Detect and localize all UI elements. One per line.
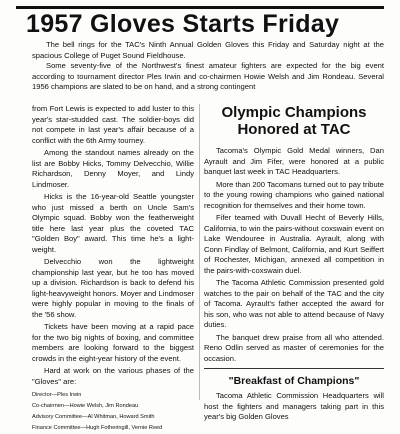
article-paragraph: Tacoma Athletic Commission Headquarters will host the fighters and managers taking part in this year's big Golden Gloves	[204, 391, 384, 421]
credit-line: Finance Committee—Hugh Fotheringill, Vernie Reed	[32, 425, 163, 431]
article-paragraph: Delvecchio won the lightweight championship last year, but he too has moved up a division. Richardson is back to defend his light-heavyweight honors. Moyer and Lindmoser were highly popular in moving to the finals of the '56 show.	[32, 257, 194, 319]
right-column	[204, 104, 384, 425]
article-paragraph: Hicks is the 16-year-old Seattle youngster who just missed a berth on Uncle Sam's Olympic squad. Bobby won the featherweight title here last year plus the coveted TAC "Golden Boy" award. This time he's a light-weight.	[32, 192, 194, 254]
article-paragraph: Hard at work on the various phases of the "Gloves" are:	[32, 366, 194, 386]
section-divider	[204, 368, 384, 369]
credit-line: Co-chairmen—Howie Welsh, Jim Rondeau	[32, 403, 139, 409]
second-headline: "Breakfast of Champions"	[228, 375, 360, 387]
lede-paragraphs	[32, 40, 384, 93]
article-paragraph: Tacoma's Olympic Gold Medal winners, Dan Ayrault and Jim Fifer, were honored at a public banquet last week in TAC Headquarters.	[204, 146, 384, 176]
lede-paragraph: The bell rings for the TAC's Ninth Annual Golden Gloves this Friday and Saturday night at the spacious College of Puget Sound Fieldhouse.	[32, 40, 384, 60]
left-column	[32, 104, 194, 434]
article-paragraph: Tickets have been moving at a rapid pace for the two big nights of boxing, and committee members are looking forward to the biggest crowds in the eight-year history of the event.	[32, 322, 194, 363]
credits-list	[32, 390, 194, 434]
article-paragraph: The banquet drew praise from all who attended. Reno Odlin served as master of ceremonies for the occasion.	[204, 332, 384, 363]
column-divider	[199, 104, 200, 400]
article-paragraph: The Tacoma Athletic Commission presented gold watches to the pair on behalf of the TAC and the city of Tacoma. Ayrault's father accepted the award for his son, who was not able to attend because of Navy duties.	[204, 278, 384, 329]
credit-line: Director—Ples Irwin	[32, 392, 82, 398]
article-paragraph: Fifer teamed with Duvall Hecht of Beverly Hills, California, to win the pairs-without coxswain event on Lake Wendouree in Australia. Ayrault, along with Conn Findlay of Belmont, California, and Kurt Seiffert of Rochester, Michigan, annexed all competition in the pairs-with-coxswain duel.	[204, 213, 384, 275]
credit-line: Advisory Committee—Al Whitman, Howard Smith	[32, 414, 155, 420]
headline: 1957 Gloves Starts Friday	[26, 10, 340, 38]
right-headline: Olympic Champions Honored at TAC	[221, 104, 367, 138]
article-paragraph: from Fort Lewis is expected to add luster to this year's star-studded cast. The soldier-boys did not compete in last year's affair because of a conflict with the 6th Army tourney.	[32, 104, 194, 145]
lede-paragraph: Some seventy-five of the Northwest's finest amateur fighters are expected for the big event according to tournament director Ples Irwin and co-chairmen Howie Welsh and Jim Rondeau. Several 1956 champions are slated to be on hand, and a strong contingent	[32, 61, 384, 91]
article-paragraph: More than 200 Tacomans turned out to pay tribute to the young rowing champions who gained national recognition for themselves and their home town.	[204, 179, 384, 210]
article-paragraph: Among the standout names already on the list are Bobby Hicks, Tommy Delvecchio, Willie Richardson, Denny Moyer, and Lindy Lindmoser.	[32, 148, 194, 189]
